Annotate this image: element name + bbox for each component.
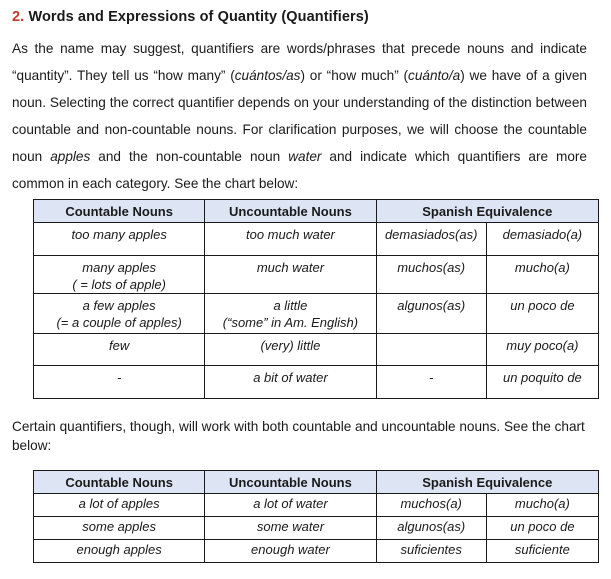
uncountable-cell <box>205 334 376 366</box>
spanish-plural-cell: suficientes <box>376 540 486 563</box>
spanish-singular-cell-text: mucho(a) <box>514 260 570 275</box>
spanish-plural-cell-text: algunos(as) <box>397 298 466 313</box>
uncountable-cell-text: a bit of water <box>253 370 328 385</box>
countable-cell <box>34 294 205 334</box>
spanish-singular-cell <box>486 223 598 256</box>
spanish-plural-cell: algunos(as) <box>376 517 486 540</box>
spanish-singular-cell-text: un poco de <box>510 298 575 313</box>
section-heading <box>12 9 369 25</box>
intro-text-3: ) we have of a given noun. Selecting the correct quantifier depends on your understanding of the distinction between countable and non-countable nouns. For clarification purposes, we will choose the countable noun <box>12 68 587 164</box>
spanish-plural-cell-text: - <box>429 370 434 385</box>
spanish-plural-cell <box>376 334 486 366</box>
table-row <box>34 517 599 540</box>
table-row <box>34 223 599 256</box>
countable-cell: a lot of apples <box>34 494 205 517</box>
table-row <box>34 256 599 294</box>
spanish-plural-cell <box>376 366 486 399</box>
uncountable-cell <box>205 256 376 294</box>
uncountable-cell: some water <box>205 517 376 540</box>
table-header-row <box>34 471 599 494</box>
spanish-singular-cell <box>486 256 598 294</box>
intro-emphasis-1: cuántos/as <box>234 68 301 83</box>
countable-cell <box>34 334 205 366</box>
shared-quantifiers-table <box>33 470 599 563</box>
spanish-singular-cell <box>486 334 598 366</box>
intro-emphasis-2: cuánto/a <box>408 68 461 83</box>
countable-cell: some apples <box>34 517 205 540</box>
header-spanish: Spanish Equivalence <box>376 200 598 223</box>
header-countable: Countable Nouns <box>34 471 205 494</box>
section-number: 2. <box>12 9 25 25</box>
header-spanish: Spanish Equivalence <box>376 471 598 494</box>
countable-cell-text: - <box>116 370 122 385</box>
intro-text-1: As the name may suggest, quantifiers are words/phrases that precede nouns and indicate “quantity”. They tell us “how many” ( <box>12 41 587 83</box>
table-row <box>34 294 599 334</box>
table-row <box>34 540 599 563</box>
spanish-singular-cell <box>486 294 598 334</box>
uncountable-cell <box>205 223 376 256</box>
header-countable: Countable Nouns <box>34 200 205 223</box>
header-uncountable: Uncountable Nouns <box>205 200 376 223</box>
uncountable-cell-text: much water <box>256 260 325 275</box>
table-header-row <box>34 200 599 223</box>
spanish-singular-cell: un poco de <box>486 517 598 540</box>
countable-cell-text: too many apples <box>71 227 167 242</box>
middle-paragraph: Certain quantifiers, though, will work with both countable and uncountable nouns. See the chart below: <box>12 419 585 453</box>
spanish-singular-cell-text: muy poco(a) <box>506 338 579 353</box>
intro-emphasis-3: apples <box>50 149 91 164</box>
countable-cell-text: a few apples <box>82 298 156 313</box>
spanish-plural-cell <box>376 294 486 334</box>
uncountable-cell-text: a little <box>273 298 308 313</box>
countable-cell <box>34 223 205 256</box>
spanish-singular-cell <box>486 366 598 399</box>
spanish-plural-cell-text: muchos(as) <box>397 260 466 275</box>
uncountable-cell-text: (very) little <box>260 338 321 353</box>
uncountable-cell-note: (“some” in Am. English) <box>222 315 359 330</box>
countable-cell-note: (= a couple of apples) <box>56 315 182 330</box>
section-title: Words and Expressions of Quantity (Quantifiers) <box>28 9 369 25</box>
spanish-plural-cell <box>376 256 486 294</box>
countable-cell-note: ( = lots of apple) <box>72 277 166 292</box>
spanish-plural-cell: muchos(a) <box>376 494 486 517</box>
uncountable-cell <box>205 366 376 399</box>
countable-cell <box>34 256 205 294</box>
countable-cell: enough apples <box>34 540 205 563</box>
intro-text-4: and the non-countable noun <box>90 149 289 164</box>
table-row <box>34 334 599 366</box>
countable-cell <box>34 366 205 399</box>
spanish-singular-cell: mucho(a) <box>486 494 598 517</box>
uncountable-cell: a lot of water <box>205 494 376 517</box>
intro-text-5: and indicate which quantifiers are more common in each category. See the chart below: <box>12 149 587 191</box>
intro-text-2: ) or “how much” ( <box>300 68 409 83</box>
header-uncountable: Uncountable Nouns <box>205 471 376 494</box>
table-row <box>34 494 599 517</box>
spanish-singular-cell: suficiente <box>486 540 598 563</box>
spanish-singular-cell-text: un poquito de <box>502 370 582 385</box>
uncountable-cell <box>205 294 376 334</box>
table-row <box>34 366 599 399</box>
quantifiers-table <box>33 199 599 399</box>
uncountable-cell: enough water <box>205 540 376 563</box>
spanish-singular-cell-text: demasiado(a) <box>502 227 583 242</box>
spanish-plural-cell-text: demasiados(as) <box>384 227 478 242</box>
intro-paragraph <box>12 35 587 197</box>
countable-cell-text: many apples <box>82 260 156 275</box>
intro-emphasis-4: water <box>288 149 322 164</box>
countable-cell-text: few <box>109 338 130 353</box>
spanish-plural-cell <box>376 223 486 256</box>
uncountable-cell-text: too much water <box>246 227 335 242</box>
